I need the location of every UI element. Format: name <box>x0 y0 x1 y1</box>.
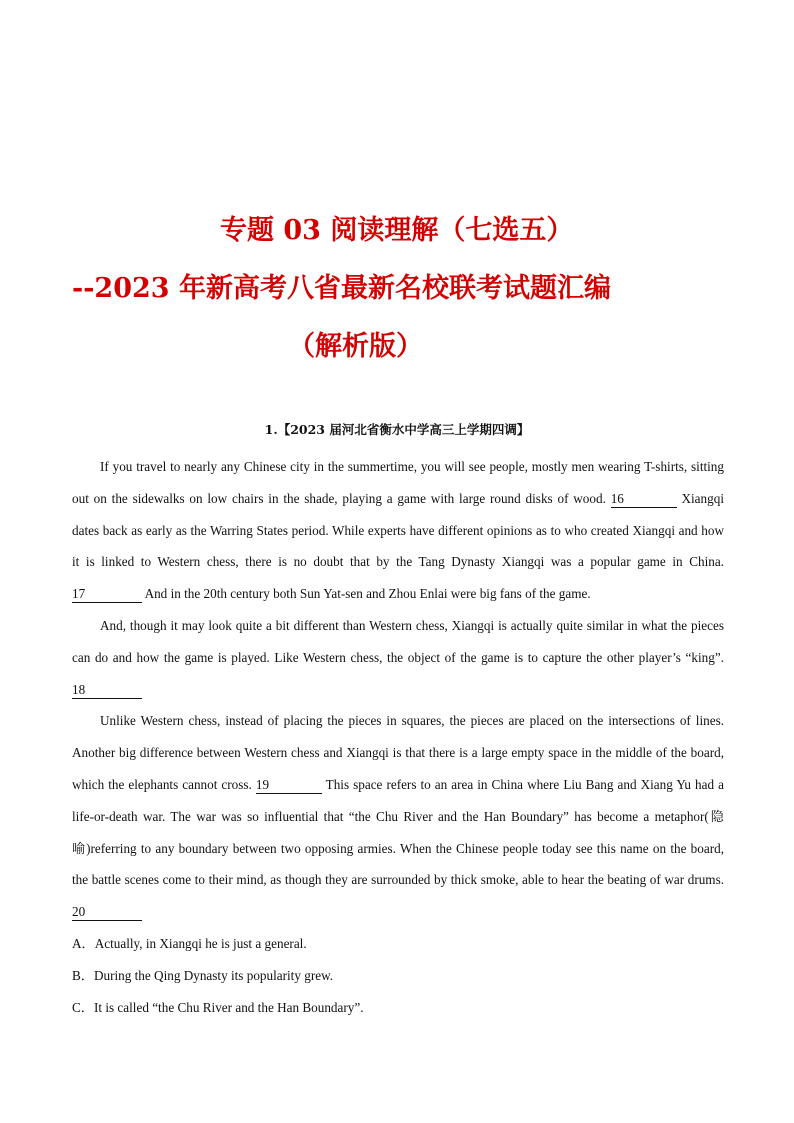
paragraph-3-text-a: Unlike Western chess, instead of placing the pieces in squares, the pieces are placed on the intersections of lines. Another big difference between Western chess and Xiangqi is that there is a large empty space in the middle of the board, which the elephants cannot cross. <box>72 713 724 792</box>
paragraph-3-text-b: This space refers to an area in China where Liu Bang and Xiang Yu had a life-or-death war. The war was so influential that “the Chu River and the Han Boundary” has become a metaphor(隐喻)referring to any boundary between two opposing armies. When the Chinese people today see this name on the board, the battle scenes come to their mind, as though they are surrounded by thick smoke, able to hear the beating of war drums. <box>72 776 724 888</box>
paragraph-2-text-a: And, though it may look quite a bit different than Western chess, Xiangqi is actually quite similar in what the pieces can do and how the game is played. Like Western chess, the object of the game is to capture the other player’s “king”. <box>72 617 724 665</box>
paragraph-1 <box>72 451 724 610</box>
passage <box>72 451 724 1023</box>
question-heading: 1.【2023 届河北省衡水中学高三上学期四调】 <box>264 422 530 437</box>
blank-16[interactable]: 16 <box>611 491 677 508</box>
blank-18[interactable]: 18 <box>72 682 142 699</box>
option-c[interactable]: C．It is called “the Chu River and the Han Boundary”. <box>72 999 364 1015</box>
paragraph-3 <box>72 705 724 928</box>
title-line-3: （解析版） <box>288 331 423 362</box>
paragraph-1-text-b: Xiangqi dates back as early as the Warring States period. While experts have different opinions as to who created Xiangqi and how it is linked to Western chess, there is no doubt that by the Tang Dynasty Xiangqi was a popular game in China. <box>72 490 724 570</box>
option-b[interactable]: B．During the Qing Dynasty its popularity grew. <box>72 967 334 983</box>
option-a[interactable]: A．Actually, in Xiangqi he is just a general. <box>72 935 307 951</box>
paragraph-1-text-c: And in the 20th century both Sun Yat-sen and Zhou Enlai were big fans of the game. <box>142 586 591 602</box>
paragraph-2 <box>72 610 724 705</box>
title-line-1: 专题 03 阅读理解（七选五） <box>220 215 574 246</box>
blank-19[interactable]: 19 <box>256 777 322 794</box>
paragraph-1-text-a: If you travel to nearly any Chinese city in the summertime, you will see people, mostly men wearing T-shirts, sitting out on the sidewalks on low chairs in the shade, playing a game with large round disks of wood. <box>72 459 724 506</box>
title-line-2: --2023 年新高考八省最新名校联考试题汇编 <box>72 273 611 304</box>
blank-20[interactable]: 20 <box>72 904 142 921</box>
blank-17[interactable]: 17 <box>72 586 142 603</box>
